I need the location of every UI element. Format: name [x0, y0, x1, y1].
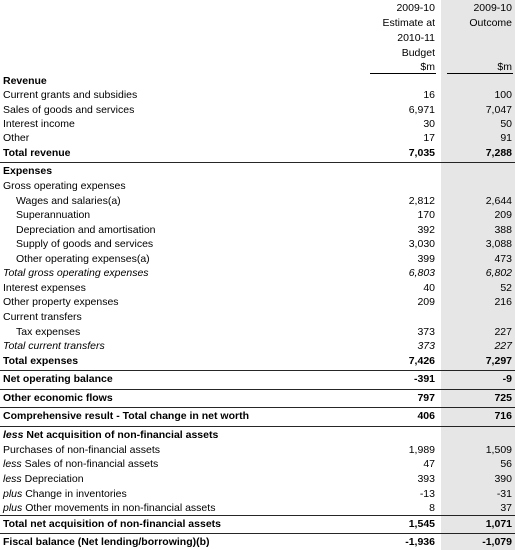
table-row: [0, 372, 515, 386]
outcome-value: 91: [500, 132, 512, 144]
table-row: [0, 179, 515, 193]
col1-header-line-2: Estimate at: [382, 17, 435, 29]
row-label-text: Gross operating expenses: [3, 180, 126, 192]
table-row: [0, 517, 515, 531]
row-label: [3, 443, 160, 457]
col1-header-line-1: 2009-10: [396, 2, 435, 14]
outcome-value: 227: [494, 326, 512, 338]
estimate-value: 373: [417, 326, 435, 338]
row-prefix: less: [3, 458, 22, 470]
estimate-value: 399: [417, 253, 435, 265]
outcome-value: 388: [494, 224, 512, 236]
outcome-value: 56: [500, 458, 512, 470]
row-label-text: Depreciation and amortisation: [16, 224, 156, 236]
outcome-value: -9: [502, 373, 512, 385]
row-label: [3, 457, 158, 471]
row-label-text: Superannuation: [16, 209, 91, 221]
outcome-value: 473: [494, 253, 512, 265]
row-label-text: Sales of non-financial assets: [24, 458, 159, 470]
table-row: [0, 223, 515, 237]
table-row: [0, 208, 515, 222]
estimate-value: 8: [429, 502, 435, 514]
estimate-value: 209: [417, 296, 435, 308]
table-row: [0, 194, 515, 208]
outcome-value: 1,071: [485, 518, 512, 530]
col1-header-line-4: Budget: [401, 47, 435, 59]
table-row: [0, 391, 515, 405]
row-label-text: Current grants and subsidies: [3, 89, 138, 101]
row-label: [3, 310, 82, 324]
table-row: [0, 131, 515, 145]
row-label: [3, 74, 47, 88]
row-label: [3, 428, 218, 442]
table-row: [0, 88, 515, 102]
row-label: [16, 223, 156, 237]
table-row: [0, 252, 515, 266]
table-row: [0, 146, 515, 160]
table-row: [0, 443, 515, 457]
table-row: [0, 295, 515, 309]
row-label: [3, 117, 75, 131]
section-divider: [0, 370, 515, 371]
outcome-value: 3,088: [485, 238, 512, 250]
row-label-text: Interest income: [3, 118, 75, 130]
row-label-text: Other operating expenses(a): [16, 253, 150, 265]
estimate-value: 392: [417, 224, 435, 236]
row-label-text: Total expenses: [3, 355, 79, 367]
row-label: [3, 391, 113, 405]
row-label-text: Wages and salaries(a): [16, 195, 121, 207]
section-divider: [0, 515, 515, 516]
table-row: [0, 339, 515, 353]
estimate-value: 406: [417, 410, 435, 422]
outcome-value: -1,079: [482, 536, 512, 548]
outcome-value: 7,047: [485, 104, 512, 116]
row-label: [16, 208, 90, 222]
estimate-value: 7,426: [408, 355, 435, 367]
row-label: [3, 164, 52, 178]
table-row: [0, 472, 515, 486]
section-divider: [0, 407, 515, 408]
table-row: [0, 281, 515, 295]
row-label-text: Net acquisition of non-financial assets: [26, 429, 219, 441]
estimate-value: 16: [423, 89, 435, 101]
table-row: [0, 501, 515, 515]
row-label: [3, 409, 249, 423]
outcome-value: 100: [494, 89, 512, 101]
row-label-text: Total current transfers: [3, 340, 105, 352]
row-label-text: Net operating balance: [3, 373, 113, 385]
row-prefix: plus: [3, 488, 23, 500]
section-divider: [0, 426, 515, 427]
outcome-value: 7,297: [485, 355, 512, 367]
table-row: [0, 103, 515, 117]
estimate-value: 373: [417, 340, 435, 352]
row-label-text: Comprehensive result - Total change in net worth: [3, 410, 250, 422]
row-prefix: less: [3, 429, 24, 441]
outcome-value: 2,644: [485, 195, 512, 207]
row-label: [16, 252, 150, 266]
row-prefix: plus: [3, 502, 23, 514]
row-label-text: Supply of goods and services: [16, 238, 154, 250]
row-label: [16, 237, 153, 251]
row-label-text: Change in inventories: [25, 488, 127, 500]
row-label-text: Expenses: [3, 165, 53, 177]
table-row: [0, 535, 515, 549]
outcome-value: 7,288: [485, 147, 512, 159]
table-row: [0, 310, 515, 324]
col1-header-line-5: $m: [420, 61, 435, 73]
outcome-value: 716: [494, 410, 512, 422]
estimate-value: 6,803: [408, 267, 435, 279]
estimate-value: 7,035: [408, 147, 435, 159]
estimate-value: -1,936: [405, 536, 435, 548]
table-row: [0, 457, 515, 471]
row-label-text: Fiscal balance (Net lending/borrowing)(b): [3, 536, 210, 548]
row-label: [3, 131, 29, 145]
outcome-value: 37: [500, 502, 512, 514]
row-label: [3, 103, 134, 117]
table-row: [0, 117, 515, 131]
row-label-text: Total gross operating expenses: [3, 267, 149, 279]
outcome-value: 1,509: [485, 444, 512, 456]
row-label-text: Total revenue: [3, 147, 71, 159]
col2-header-line-2: Outcome: [469, 17, 512, 29]
col2-header-line-1: 2009-10: [473, 2, 512, 14]
row-label-text: Revenue: [3, 75, 47, 87]
estimate-value: 1,989: [408, 444, 435, 456]
outcome-value: 6,802: [485, 267, 512, 279]
estimate-value: 6,971: [408, 104, 435, 116]
row-label-text: Other: [3, 132, 30, 144]
row-label-text: Tax expenses: [16, 326, 81, 338]
row-label: [3, 517, 221, 531]
estimate-value: 797: [417, 392, 435, 404]
estimate-value: 30: [423, 118, 435, 130]
estimate-value: 3,030: [408, 238, 435, 250]
outcome-value: 52: [500, 282, 512, 294]
outcome-value: 209: [494, 209, 512, 221]
row-label-text: Interest expenses: [3, 282, 86, 294]
estimate-value: 2,812: [408, 195, 435, 207]
row-label: [16, 194, 121, 208]
estimate-value: -391: [413, 373, 435, 385]
row-label: [3, 535, 210, 549]
table-row: [0, 325, 515, 339]
outcome-value: 725: [494, 392, 512, 404]
row-label: [3, 339, 105, 353]
table-row: [0, 266, 515, 280]
outcome-value: -31: [496, 488, 512, 500]
row-label-text: Depreciation: [24, 473, 84, 485]
estimate-value: 47: [423, 458, 435, 470]
row-label-text: Sales of goods and services: [3, 104, 135, 116]
table-row: [0, 354, 515, 368]
row-label: [3, 372, 113, 386]
row-label-text: Total net acquisition of non-financial assets: [3, 518, 221, 530]
row-label: [3, 146, 71, 160]
col1-header-line-3: 2010-11: [397, 32, 435, 44]
section-divider: [0, 389, 515, 390]
outcome-value: 216: [494, 296, 512, 308]
row-label: [3, 354, 78, 368]
table-row: [0, 487, 515, 501]
outcome-value: 50: [500, 118, 512, 130]
col2-header-line-3: $m: [497, 61, 512, 73]
row-label: [3, 281, 86, 295]
row-label: [3, 487, 127, 501]
table-row: [0, 428, 515, 442]
row-label-text: Purchases of non-financial assets: [3, 444, 161, 456]
row-label: [3, 179, 126, 193]
row-label: [3, 266, 149, 280]
estimate-value: 170: [417, 209, 435, 221]
estimate-value: -13: [419, 488, 435, 500]
table-row: [0, 409, 515, 423]
outcome-value: 227: [494, 340, 512, 352]
section-divider: [0, 533, 515, 534]
outcome-value: 390: [494, 473, 512, 485]
section-divider: [0, 162, 515, 163]
row-label: [16, 325, 80, 339]
table-row: [0, 164, 515, 178]
row-label: [3, 472, 84, 486]
row-label: [3, 501, 215, 515]
table-row: [0, 74, 515, 88]
row-prefix: less: [3, 473, 22, 485]
table-row: [0, 237, 515, 251]
row-label: [3, 295, 119, 309]
row-label-text: Other property expenses: [3, 296, 119, 308]
row-label-text: Other movements in non-financial assets: [25, 502, 216, 514]
row-label-text: Current transfers: [3, 311, 82, 323]
row-label-text: Other economic flows: [3, 392, 113, 404]
row-label: [3, 88, 137, 102]
estimate-value: 1,545: [408, 518, 435, 530]
estimate-value: 40: [423, 282, 435, 294]
estimate-value: 393: [417, 473, 435, 485]
estimate-value: 17: [423, 132, 435, 144]
